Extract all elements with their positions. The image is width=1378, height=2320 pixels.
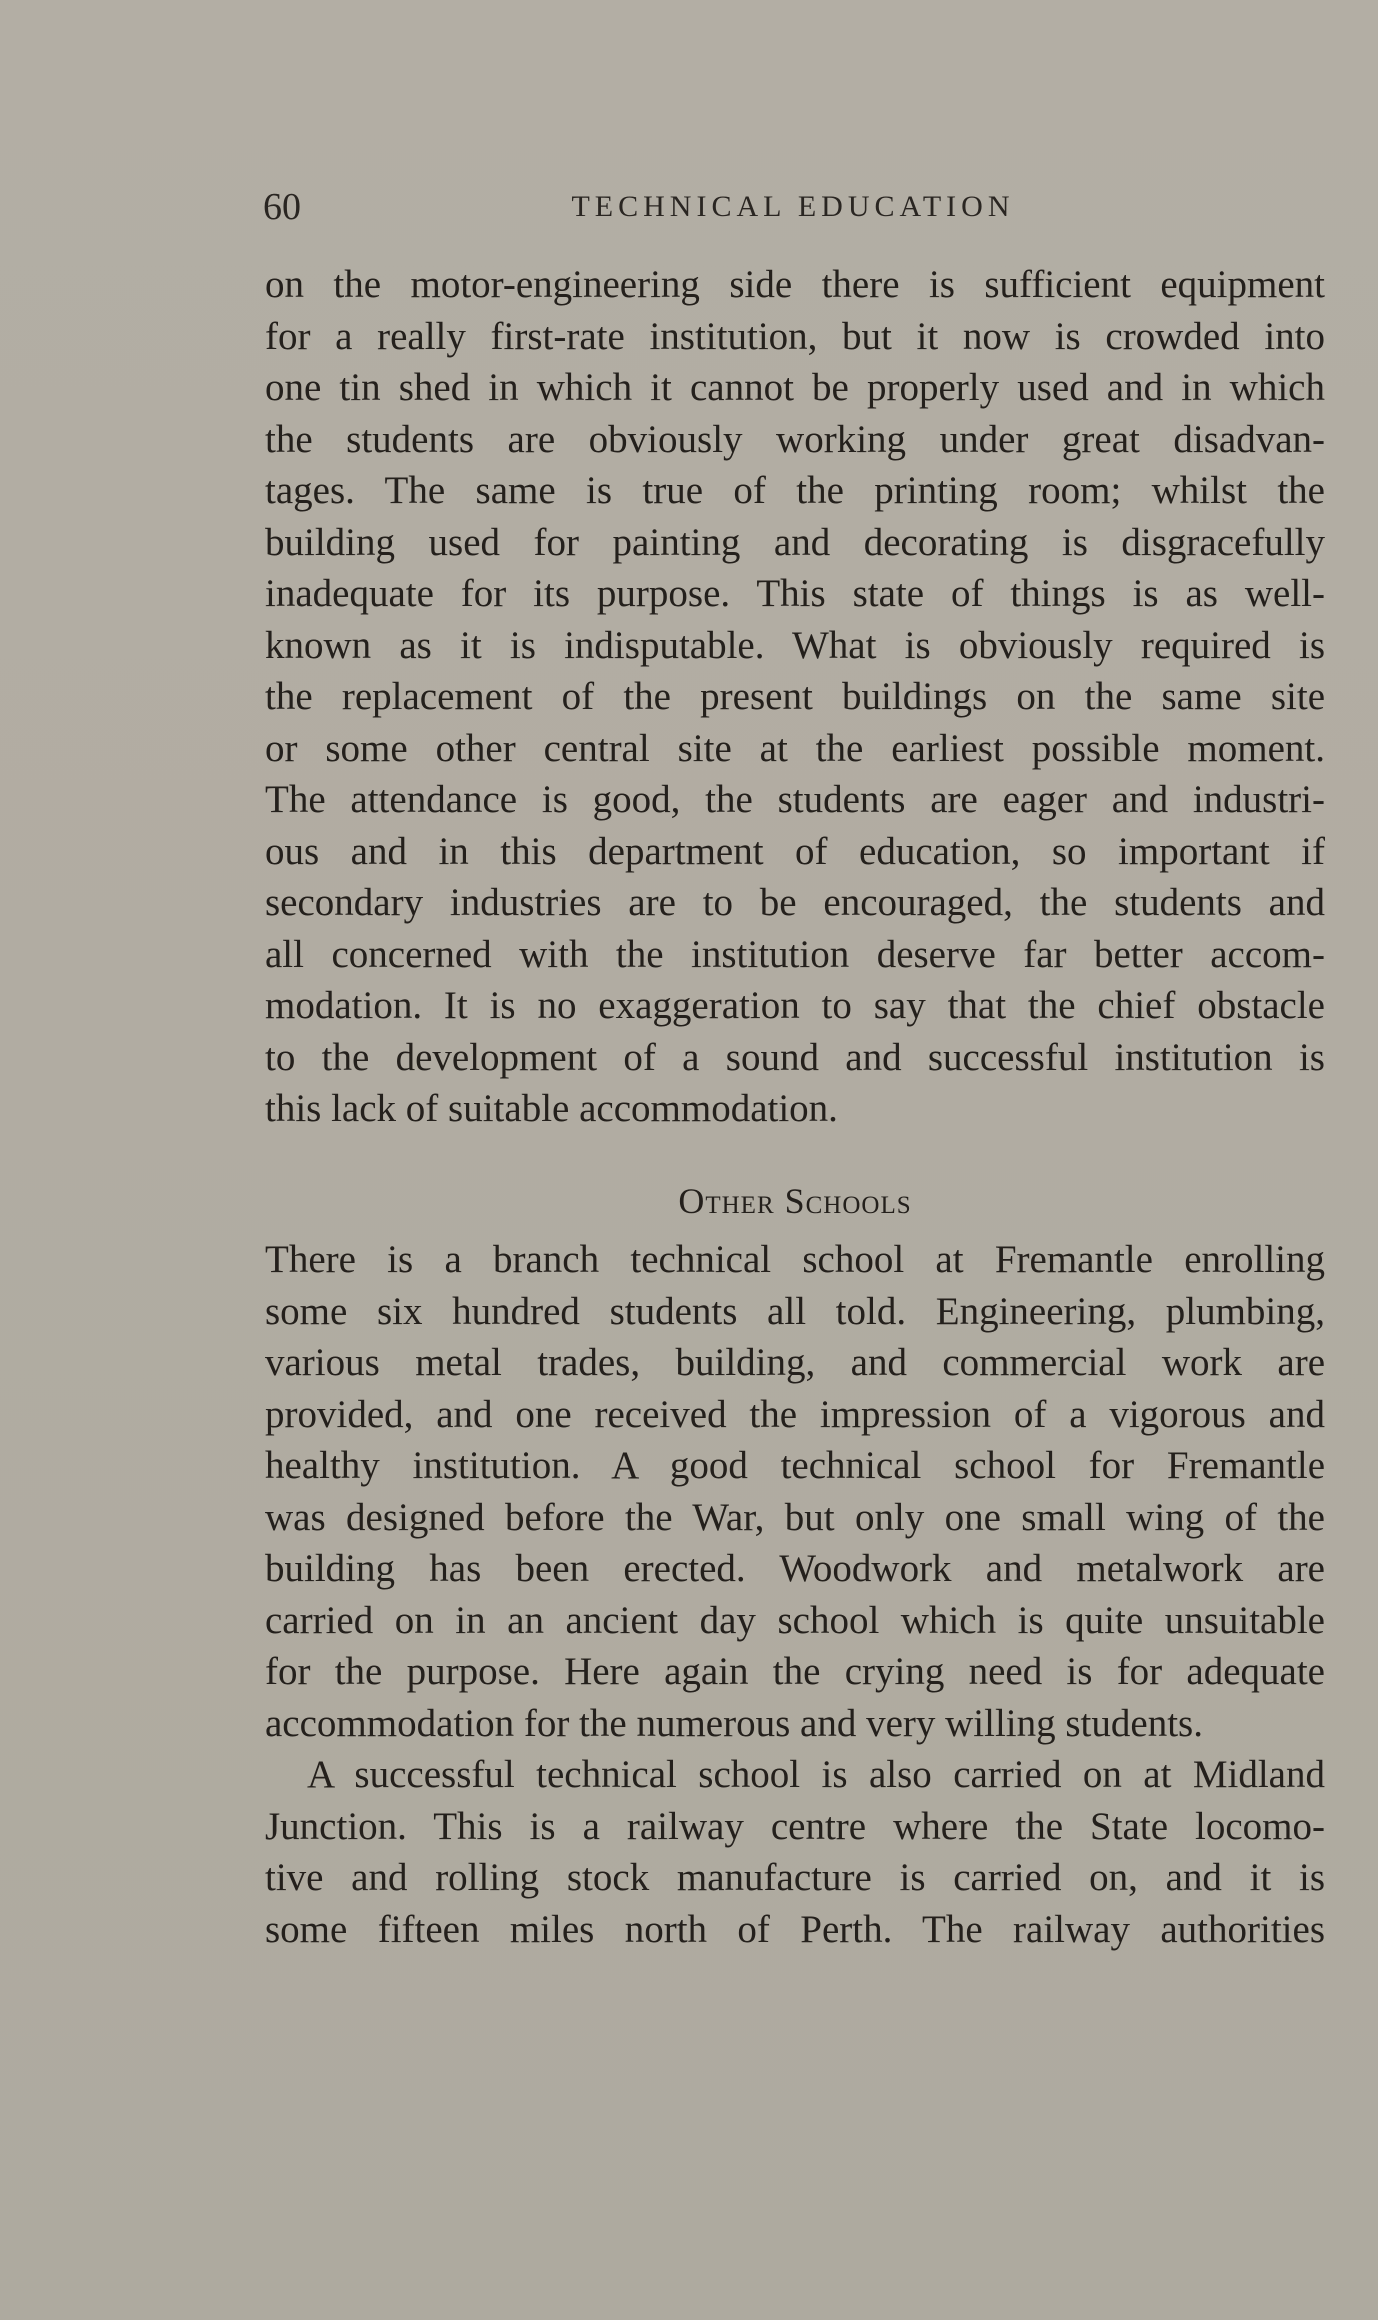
text-line: all concerned with the institution deserve far better accom- <box>265 932 1325 976</box>
text-line: The attendance is good, the students are eager and industri- <box>265 778 1325 821</box>
text-line: tages. The same is true of the printing room; whilst the <box>265 469 1325 512</box>
text-line: inadequate for its purpose. This state of things is as well- <box>265 572 1325 615</box>
text-line: various metal trades, building, and commercial work are <box>265 1341 1325 1384</box>
text-line: some fifteen miles north of Perth. The railway authorities <box>265 1907 1325 1951</box>
text-line: or some other central site at the earliest possible moment. <box>265 726 1325 770</box>
paragraph-fremantle <box>265 1234 1325 1749</box>
text-line: A successful technical school is also carried on at Midland <box>307 1753 1325 1796</box>
text-line: There is a branch technical school at Fremantle enrolling <box>265 1238 1325 1281</box>
text-line: was designed before the War, but only one small wing of the <box>265 1495 1325 1539</box>
text-line: modation. It is no exaggeration to say that the chief obstacle <box>265 984 1325 1027</box>
body-text-other-schools <box>265 1234 1325 1955</box>
text-line: known as it is indisputable. What is obviously required is <box>265 623 1325 667</box>
text-line: on the motor-engineering side there is sufficient equipment <box>265 263 1325 306</box>
page-number: 60 <box>263 186 301 228</box>
running-title: TECHNICAL EDUCATION <box>571 190 1015 223</box>
text-line: accommodation for the numerous and very willing students. <box>265 1701 1203 1745</box>
text-line: one tin shed in which it cannot be properly used and in which <box>265 366 1325 409</box>
text-line: the students are obviously working under great disadvan- <box>265 417 1325 461</box>
text-line: healthy institution. A good technical school for Fremantle <box>265 1444 1325 1487</box>
text-line: for the purpose. Here again the crying need is for adequate <box>265 1650 1325 1693</box>
paragraph-midland-junction <box>265 1749 1325 1955</box>
text-line: building has been erected. Woodwork and metalwork are <box>265 1547 1325 1590</box>
text-line: some six hundred students all told. Engineering, plumbing, <box>265 1289 1325 1333</box>
text-line: ous and in this department of education, so important if <box>265 829 1325 873</box>
text-line: this lack of suitable accommodation. <box>265 1087 838 1130</box>
paragraph-motor-engineering <box>265 259 1325 1135</box>
text-line: provided, and one received the impression of a vigorous and <box>265 1392 1325 1436</box>
text-line: Junction. This is a railway centre where the State locomo- <box>265 1804 1325 1848</box>
text-line: for a really first-rate institution, but it now is crowded into <box>265 314 1325 358</box>
text-line: secondary industries are to be encouraged, the students and <box>265 881 1325 924</box>
text-line: to the development of a sound and successful institution is <box>265 1035 1325 1079</box>
text-line: tive and rolling stock manufacture is carried on, and it is <box>265 1856 1325 1899</box>
text-line: carried on in an ancient day school which is quite unsuitable <box>265 1598 1325 1642</box>
section-heading-other-schools: Other Schools <box>678 1181 912 1221</box>
text-line: building used for painting and decorating is disgracefully <box>265 520 1325 564</box>
page-header <box>263 182 1323 232</box>
text-line: the replacement of the present buildings on the same site <box>265 675 1325 718</box>
